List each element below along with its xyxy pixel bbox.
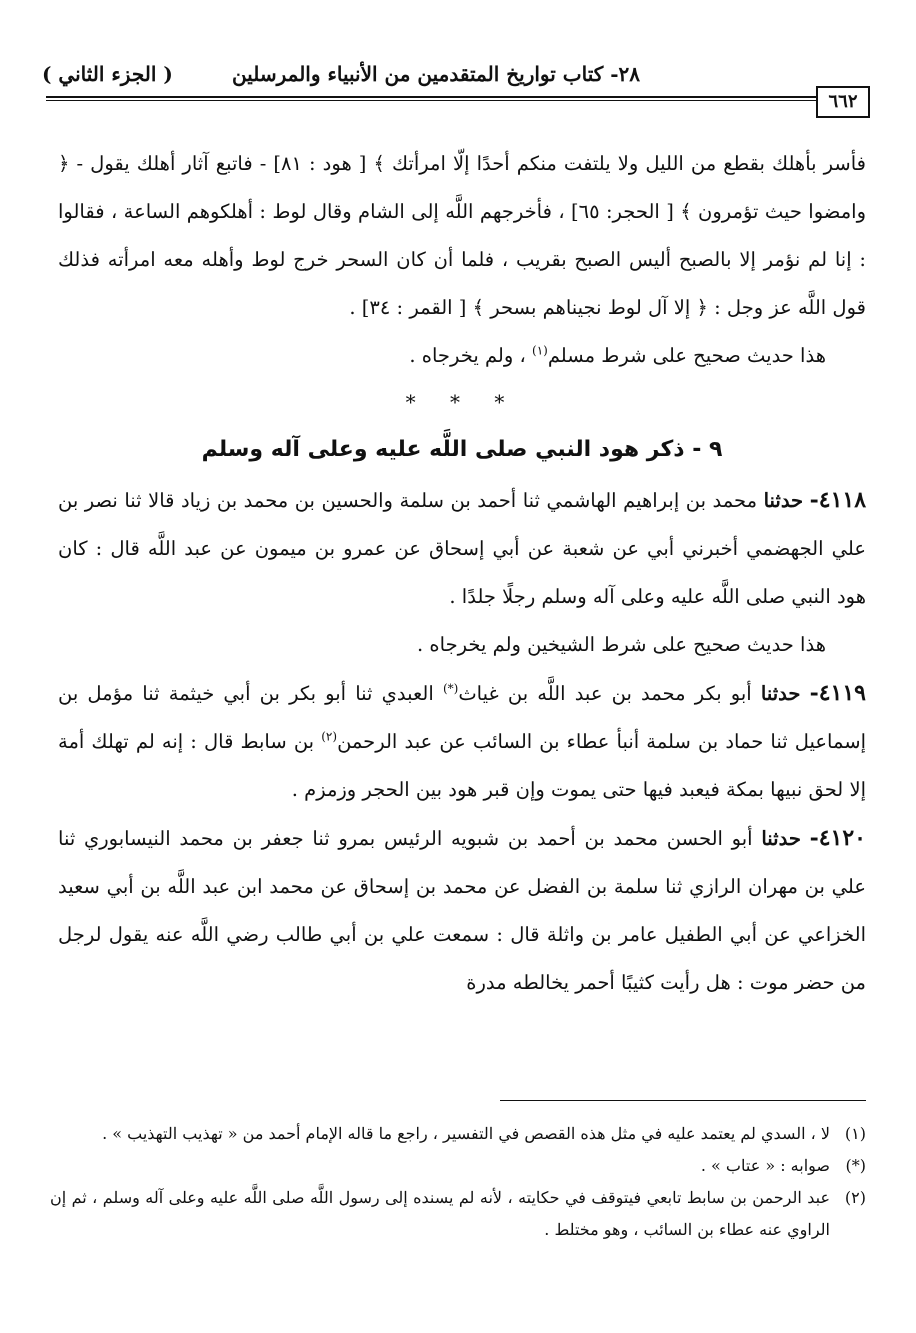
hadith-text-a: أبو بكر محمد بن عبد اللَّه بن غياث bbox=[458, 682, 752, 705]
footnote-star bbox=[50, 1150, 866, 1182]
paragraph-quran-lut: فأسر بأهلك بقطع من الليل ولا يلتفت منكم أحدًا إلّا امرأتك ﴾ [ هود : ٨١] - فاتبع آثار أهلك يقول - ﴿ وامضوا حيث تؤمرون ﴾ [ الحجر: ٦٥] ، فأخرجهم اللَّه إلى الشام وقال لوط : أهلكوهم الساعة ، فقالوا : إنا لم نؤمر إلا بالصبح أليس الصبح بقريب ، فلما أن كان السحر خرج لوط وأهله معه امرأته فذلك قول اللَّه عز وجل : ﴿ إلا آل لوط نجيناهم بسحر ﴾ [ القمر : ٣٤] . bbox=[58, 152, 866, 319]
footnote-2 bbox=[50, 1182, 866, 1246]
main-text bbox=[58, 140, 866, 1007]
footnote-ref-star: (*) bbox=[442, 681, 459, 696]
hadith-number: ٤١٢٠- bbox=[809, 825, 866, 851]
footnote-mark: (*) bbox=[845, 1156, 866, 1175]
hadith-4120 bbox=[58, 814, 866, 1007]
hadith-number: ٤١١٨- bbox=[809, 487, 867, 513]
footnote-text: صوابه : « عتاب » . bbox=[700, 1156, 830, 1175]
paragraph-grade-muslim bbox=[58, 332, 866, 380]
page-number: ٦٦٢ bbox=[816, 86, 870, 118]
hadith-text: أبو الحسن محمد بن أحمد بن شبويه الرئيس بمرو ثنا جعفر بن محمد النيسابوري ثنا علي بن مهران الرازي ثنا سلمة بن الفضل عن محمد بن إسحاق عن محمد ابن عبد اللَّه بن أبي سعيد الخزاعي عن أبي الطفيل عامر بن واثلة قال : سمعت علي بن أبي طالب رضي اللَّه عنه يقول لرجل من حضر موت : هل رأيت كثيبًا أحمر يخالطه مدرة bbox=[58, 827, 866, 994]
footnote-rule bbox=[500, 1100, 866, 1101]
grade-end: ، ولم يخرجاه . bbox=[409, 344, 526, 367]
hadith-lead: حدثنا bbox=[760, 682, 801, 705]
footnote-mark: (١) bbox=[844, 1124, 866, 1143]
footnote-1 bbox=[50, 1118, 866, 1150]
footnote-ref-2: (٢) bbox=[321, 729, 338, 744]
hadith-4118-grade: هذا حديث صحيح على شرط الشيخين ولم يخرجاه . bbox=[417, 633, 826, 656]
running-title: ٢٨- كتاب تواريخ المتقدمين من الأنبياء والمرسلين bbox=[231, 62, 640, 86]
hadith-text-c: بن سابط قال : إنه لم تهلك أمة إلا لحق نبيها بمكة فيعبد فيها حتى يموت وإن قبر هود بين الحجر وزمزم . bbox=[58, 730, 866, 801]
hadith-4119 bbox=[58, 669, 866, 814]
section-heading: ٩ - ذكر هود النبي صلى اللَّه عليه وعلى آله وسلم bbox=[201, 437, 723, 462]
hadith-4118 bbox=[58, 476, 866, 621]
hadith-lead: حدثنا bbox=[761, 827, 801, 850]
footnote-mark: (٢) bbox=[844, 1188, 866, 1207]
volume-label: ( الجزء الثاني ) bbox=[42, 62, 173, 86]
header-rule-thin bbox=[46, 100, 818, 101]
hadith-lead: حدثنا bbox=[763, 489, 804, 512]
hadith-number: ٤١١٩- bbox=[809, 680, 866, 706]
footnote-ref-1: (١) bbox=[532, 343, 548, 358]
footnote-text: عبد الرحمن بن سابط تابعي فيتوقف في حكايته ، لأنه لم يسنده إلى رسول اللَّه صلى اللَّه عليه وعلى آله وسلم ، ثم إن الراوي عنه عطاء بن السائب ، وهو مختلط . bbox=[50, 1188, 830, 1239]
footnotes bbox=[50, 1118, 866, 1246]
section-separator: * * * bbox=[405, 390, 519, 414]
hadith-text: محمد بن إبراهيم الهاشمي ثنا أحمد بن سلمة والحسين بن محمد بن زياد قالا ثنا نصر بن علي الجهضمي أخبرني أبي عن شعبة عن أبي إسحاق عن عمرو بن ميمون عن عبد اللَّه قال : كان هود النبي صلى اللَّه عليه وعلى آله وسلم رجلًا جلدًا . bbox=[58, 489, 866, 608]
footnote-text: لا ، السدي لم يعتمد عليه في مثل هذه القصص في التفسير ، راجع ما قاله الإمام أحمد من « تهذيب التهذيب » . bbox=[102, 1124, 830, 1143]
page-header bbox=[42, 60, 870, 100]
grade-text: هذا حديث صحيح على شرط مسلم bbox=[547, 344, 826, 367]
header-rule bbox=[46, 96, 818, 98]
hadith-text-b: العبدي ثنا أبو بكر بن أبي خيثمة ثنا مؤمل بن إسماعيل ثنا حماد بن سلمة أنبأ عطاء بن السائب عن عبد الرحمن bbox=[58, 682, 867, 753]
